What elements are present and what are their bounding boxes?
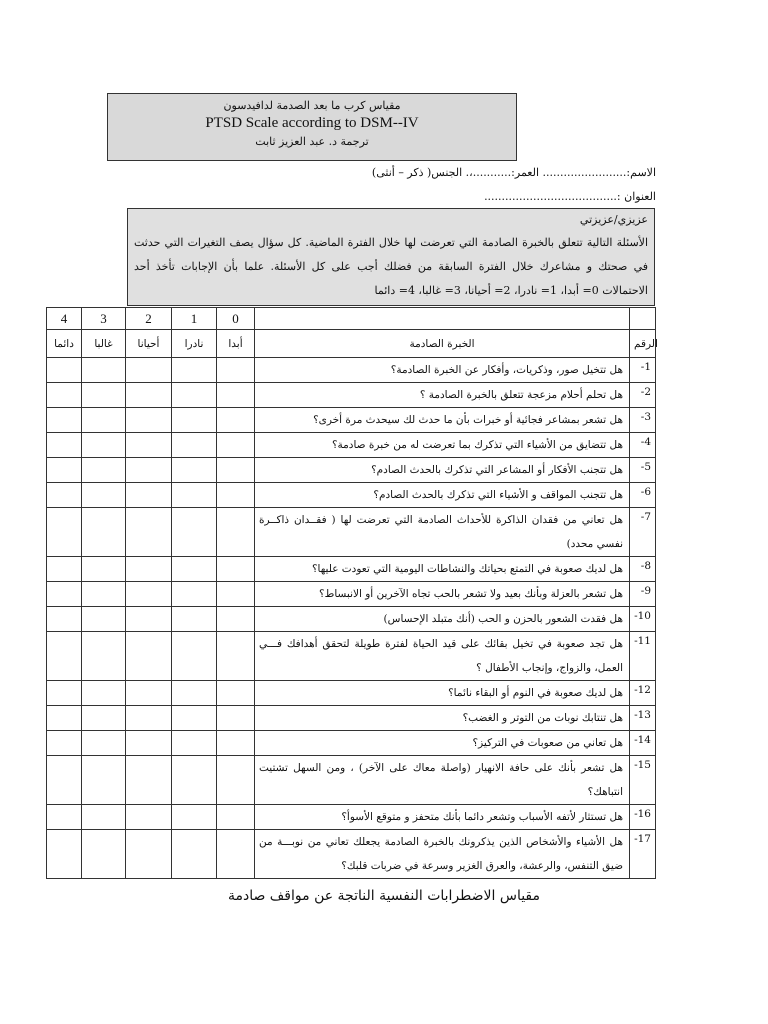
table-row [47,433,656,458]
question-text: هل تعاني من فقدان الذاكرة للأحداث الصادمة التي تعرضت لها ( فقــدان ذاكــرة نفسي محدد) [255,508,630,557]
question-text: هل تتضايق من الأشياء التي تذكرك بما تعرضت له من خبرة صادمة؟ [255,433,630,458]
question-number: 10- [630,607,656,632]
answer-cell-3[interactable] [82,458,126,483]
instructions-box [127,208,655,306]
answer-cell-2[interactable] [126,805,172,830]
answer-cell-2[interactable] [126,408,172,433]
answer-cell-1[interactable] [172,508,217,557]
answer-cell-0[interactable] [217,607,255,632]
answer-cell-1[interactable] [172,433,217,458]
answer-cell-2[interactable] [126,607,172,632]
table-row [47,756,656,805]
table-row [47,607,656,632]
answer-cell-3[interactable] [82,607,126,632]
question-text: هل تشعر بأنك على حافة الانهيار (واصلة معاك على الآخر) ، ومن السهل تشتيت انتباهك؟ [255,756,630,805]
answer-cell-2[interactable] [126,483,172,508]
table-row [47,632,656,681]
answer-cell-4[interactable] [47,681,82,706]
table-row [47,805,656,830]
answer-cell-1[interactable] [172,383,217,408]
answer-cell-0[interactable] [217,582,255,607]
answer-cell-4[interactable] [47,383,82,408]
question-number: 7- [630,508,656,557]
answer-cell-0[interactable] [217,632,255,681]
scale-label: دائما [47,330,82,358]
answer-cell-4[interactable] [47,408,82,433]
answer-cell-0[interactable] [217,508,255,557]
answer-cell-2[interactable] [126,508,172,557]
answer-cell-3[interactable] [82,731,126,756]
answer-cell-3[interactable] [82,433,126,458]
scale-label: غالبا [82,330,126,358]
table-row [47,383,656,408]
scale-number: 0 [217,308,255,330]
answer-cell-1[interactable] [172,607,217,632]
answer-cell-3[interactable] [82,557,126,582]
table-row [47,681,656,706]
question-text: هل فقدت الشعور بالحزن و الحب (أنك متبلد الإحساس) [255,607,630,632]
answer-cell-3[interactable] [82,756,126,805]
table-row [47,508,656,557]
answer-cell-2[interactable] [126,358,172,383]
table-row [47,458,656,483]
question-text: هل تتخيل صور، وذكريات، وأفكار عن الخبرة الصادمة؟ [255,358,630,383]
experience-column-header: الخبرة الصادمة [255,330,630,358]
answer-cell-3[interactable] [82,383,126,408]
table-row [47,830,656,879]
answer-cell-4[interactable] [47,358,82,383]
scale-title-english: PTSD Scale according to DSM--IV [205,115,419,131]
answer-cell-0[interactable] [217,383,255,408]
answer-cell-3[interactable] [82,805,126,830]
table-row [47,731,656,756]
answer-cell-1[interactable] [172,632,217,681]
question-text: هل تجد صعوبة في تخيل بقائك على قيد الحياة لفترة طويلة لتحقق أهدافك فـــي العمل، والزواج، وإنجاب الأطفال ؟ [255,632,630,681]
table-row [47,408,656,433]
answer-cell-4[interactable] [47,805,82,830]
scale-number: 3 [82,308,126,330]
answer-cell-4[interactable] [47,433,82,458]
question-number: 8- [630,557,656,582]
number-column-header: الرقم [630,330,656,358]
instructions-greeting: عزيزي/عزيزتي [579,213,648,226]
answer-cell-4[interactable] [47,582,82,607]
scale-number: 4 [47,308,82,330]
answer-cell-2[interactable] [126,458,172,483]
table-row [47,483,656,508]
question-number: 3- [630,408,656,433]
table-row [47,706,656,731]
question-text: هل الأشياء والأشخاص الذين يذكرونك بالخبرة الصادمة يجعلك تعاني من نوبـــة من ضيق التنفس، والرعشة، والعرق الغزير وسرعة في ضربات قلبك؟ [255,830,630,879]
scale-number: 1 [172,308,217,330]
answer-cell-2[interactable] [126,681,172,706]
scale-number-row [47,308,656,330]
answer-cell-0[interactable] [217,408,255,433]
survey-table [46,307,656,879]
scale-label: نادرا [172,330,217,358]
answer-cell-0[interactable] [217,358,255,383]
question-number: 9- [630,582,656,607]
answer-cell-4[interactable] [47,756,82,805]
answer-cell-0[interactable] [217,557,255,582]
answer-cell-3[interactable] [82,408,126,433]
answer-cell-2[interactable] [126,830,172,879]
answer-cell-2[interactable] [126,582,172,607]
question-number: 1- [630,358,656,383]
question-text: هل تتجنب المواقف و الأشياء التي تذكرك بالحدث الصادم؟ [255,483,630,508]
question-text: هل تشعر بالعزلة وبأنك بعيد ولا تشعر بالحب تجاه الآخرين أو الانبساط؟ [255,582,630,607]
name-age-gender-field[interactable]: الاسم:........................ العمر:...........،. الجنس( ذكر – أنثى) [371,166,656,179]
answer-cell-0[interactable] [217,731,255,756]
answer-cell-2[interactable] [126,557,172,582]
answer-cell-4[interactable] [47,731,82,756]
answer-cell-0[interactable] [217,756,255,805]
answer-cell-1[interactable] [172,582,217,607]
scale-number: 2 [126,308,172,330]
answer-cell-1[interactable] [172,557,217,582]
instructions-text: الأسئلة التالية تتعلق بالخبرة الصادمة التي تعرضت لها خلال الفترة الماضية. كل سؤال يصف التغيرات التي حدثت في صحتك و مشاعرك خلال الفترة السابقة من فضلك أجب على كل الأسئلة. علما بأن الإجابات تأخذ أحد الاحتمالات 0= أبدا، 1= نادرا، 2= أحيانا، 3= غالبا، 4= دائما [134,236,648,297]
answer-cell-1[interactable] [172,483,217,508]
answer-cell-1[interactable] [172,805,217,830]
answer-cell-4[interactable] [47,483,82,508]
title-box [107,93,517,161]
question-text: هل تستثار لأتفه الأسباب وتشعر دائما بأنك متحفز و متوقع الأسوأ؟ [255,805,630,830]
scale-label: أبدا [217,330,255,358]
scale-title-arabic: مقياس كرب ما بعد الصدمة لدافيدسون [223,99,401,112]
question-number: 13- [630,706,656,731]
table-header-row [47,330,656,358]
answer-cell-3[interactable] [82,632,126,681]
question-number: 16- [630,805,656,830]
answer-cell-4[interactable] [47,458,82,483]
answer-cell-0[interactable] [217,483,255,508]
answer-cell-1[interactable] [172,458,217,483]
answer-cell-3[interactable] [82,706,126,731]
answer-cell-2[interactable] [126,756,172,805]
answer-cell-4[interactable] [47,830,82,879]
scale-label: أحيانا [126,330,172,358]
answer-cell-3[interactable] [82,681,126,706]
answer-cell-4[interactable] [47,706,82,731]
table-row [47,557,656,582]
answer-cell-0[interactable] [217,458,255,483]
answer-cell-0[interactable] [217,805,255,830]
question-text: هل لديك صعوبة في التمتع بحياتك والنشاطات اليومية التي تعودت عليها؟ [255,557,630,582]
question-number: 17- [630,830,656,879]
question-text: هل تعاني من صعوبات في التركيز؟ [255,731,630,756]
footer-title: مقياس الاضطرابات النفسية الناتجة عن مواقف صادمة [227,888,541,904]
table-row [47,582,656,607]
answer-cell-0[interactable] [217,681,255,706]
answer-cell-3[interactable] [82,483,126,508]
translator-credit: ترجمة د. عبد العزيز ثابت [255,135,369,148]
answer-cell-4[interactable] [47,607,82,632]
answer-cell-0[interactable] [217,706,255,731]
answer-cell-1[interactable] [172,408,217,433]
table-row [47,358,656,383]
question-number: 4- [630,433,656,458]
answer-cell-4[interactable] [47,557,82,582]
answer-cell-3[interactable] [82,582,126,607]
answer-cell-3[interactable] [82,358,126,383]
answer-cell-0[interactable] [217,433,255,458]
question-text: هل لديك صعوبة في النوم أو البقاء نائما؟ [255,681,630,706]
answer-cell-4[interactable] [47,632,82,681]
question-number: 6- [630,483,656,508]
answer-cell-1[interactable] [172,681,217,706]
question-text: هل تنتابك نوبات من التوتر و الغضب؟ [255,706,630,731]
question-text: هل تشعر بمشاعر فجائية أو خبرات بأن ما حدث لك سيحدث مرة أخرى؟ [255,408,630,433]
answer-cell-0[interactable] [217,830,255,879]
answer-cell-3[interactable] [82,508,126,557]
question-number: 5- [630,458,656,483]
answer-cell-2[interactable] [126,706,172,731]
answer-cell-2[interactable] [126,632,172,681]
question-text: هل تتجنب الأفكار أو المشاعر التي تذكرك بالحدث الصادم؟ [255,458,630,483]
address-field[interactable]: العنوان :...................................... [484,190,656,203]
question-number: 12- [630,681,656,706]
answer-cell-4[interactable] [47,508,82,557]
question-text: هل تحلم أحلام مزعجة تتعلق بالخبرة الصادمة ؟ [255,383,630,408]
question-number: 2- [630,383,656,408]
answer-cell-1[interactable] [172,358,217,383]
answer-cell-2[interactable] [126,383,172,408]
answer-cell-1[interactable] [172,706,217,731]
answer-cell-3[interactable] [82,830,126,879]
question-number: 14- [630,731,656,756]
question-number: 15- [630,756,656,805]
answer-cell-2[interactable] [126,433,172,458]
answer-cell-2[interactable] [126,731,172,756]
answer-cell-1[interactable] [172,830,217,879]
answer-cell-1[interactable] [172,756,217,805]
question-number: 11- [630,632,656,681]
answer-cell-1[interactable] [172,731,217,756]
